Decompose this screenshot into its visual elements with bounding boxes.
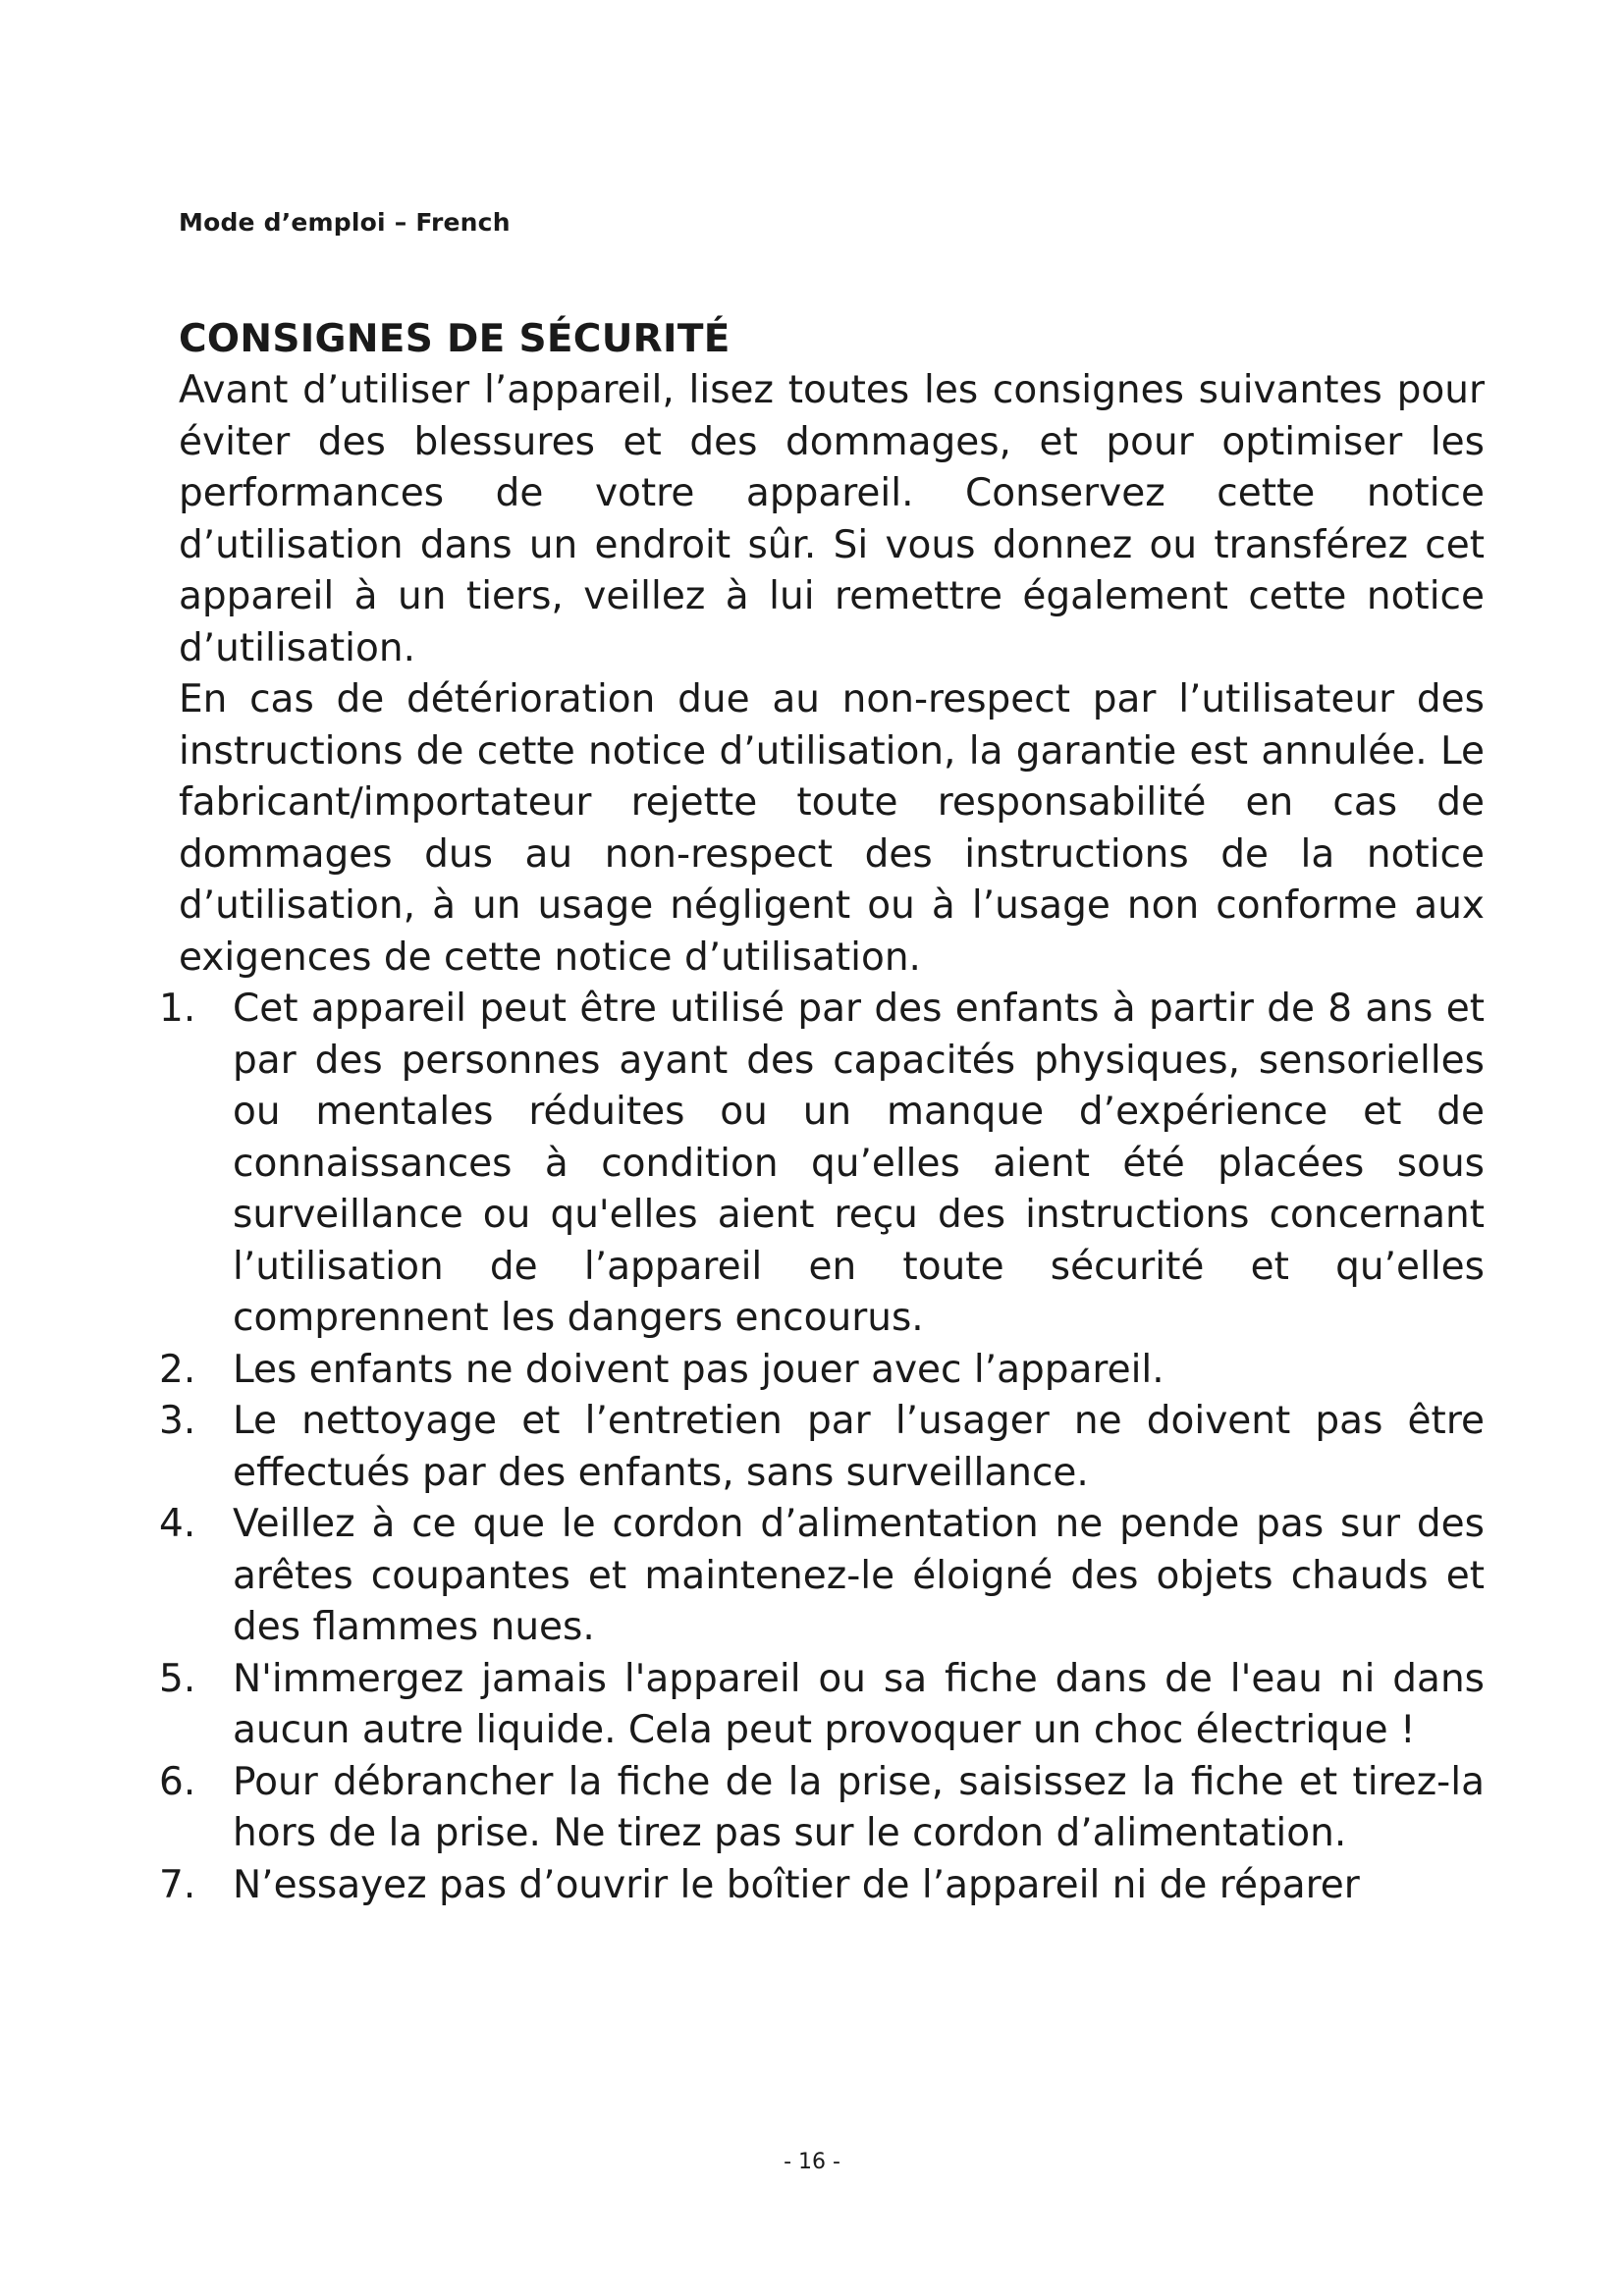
list-item-number: 7.	[159, 1862, 196, 1907]
list-item-text: Le nettoyage et l’entretien par l’usager ne doivent pas être effectués par des enfants, sans surveillance.	[233, 1399, 1485, 1495]
list-item	[159, 1757, 1485, 1860]
document-header: Mode d’emploi – French	[179, 208, 511, 237]
safety-section	[159, 314, 1485, 1911]
list-item-text: Pour débrancher la fiche de la prise, saisissez la fiche et tirez-la hors de la prise. Ne tirez pas sur le cordon d’alimentation.	[233, 1759, 1485, 1855]
list-item	[159, 1345, 1485, 1397]
page-number: - 16 -	[784, 2150, 840, 2174]
section-title: CONSIGNES DE SÉCURITÉ	[179, 317, 731, 361]
list-item	[159, 1860, 1485, 1912]
list-item-text: N'immergez jamais l'appareil ou sa fiche dans de l'eau ni dans aucun autre liquide. Cela peut provoquer un choc électrique !	[233, 1656, 1485, 1752]
list-item-number: 1.	[159, 987, 196, 1031]
list-item-text: Les enfants ne doivent pas jouer avec l’appareil.	[233, 1347, 1164, 1392]
list-item	[159, 984, 1485, 1345]
list-item-number: 4.	[159, 1502, 196, 1546]
safety-instructions-list	[159, 984, 1485, 1911]
list-item-number: 2.	[159, 1347, 196, 1392]
intro-paragraph-2: En cas de détérioration due au non-respect par l’utilisateur des instructions de cette notice d’utilisation, la garantie est annulée. Le fabricant/importateur rejette toute responsabilité en cas de dommages dus au non-respect des instructions de la notice d’utilisation, à un usage négligent ou à l’usage non conforme aux exigences de cette notice d’utilisation.	[179, 677, 1485, 980]
list-item	[159, 1396, 1485, 1499]
list-item-number: 5.	[159, 1656, 196, 1701]
list-item	[159, 1654, 1485, 1757]
intro-paragraph-1: Avant d’utiliser l’appareil, lisez toutes les consignes suivantes pour éviter des blessures et des dommages, et pour optimiser les performances de votre appareil. Conservez cette notice d’utilisation dans un endroit sûr. Si vous donnez ou transférez cet appareil à un tiers, veillez à lui remettre également cette notice d’utilisation.	[179, 368, 1485, 670]
list-item-number: 6.	[159, 1759, 196, 1804]
list-item	[159, 1499, 1485, 1654]
list-item-text: Veillez à ce que le cordon d’alimentation ne pende pas sur des arêtes coupantes et maintenez-le éloigné des objets chauds et des flammes nues.	[233, 1502, 1485, 1649]
list-item-number: 3.	[159, 1399, 196, 1443]
list-item-text: Cet appareil peut être utilisé par des enfants à partir de 8 ans et par des personnes ayant des capacités physiques, sensorielles ou mentales réduites ou un manque d’expérience et de connaissances à condition qu’elles aient été placées sous surveillance ou qu'elles aient reçu des instructions concernant l’utilisation de l’appareil en toute sécurité et qu’elles comprennent les dangers encourus.	[233, 987, 1485, 1340]
list-item-text: N’essayez pas d’ouvrir le boîtier de l’appareil ni de réparer	[233, 1862, 1360, 1907]
